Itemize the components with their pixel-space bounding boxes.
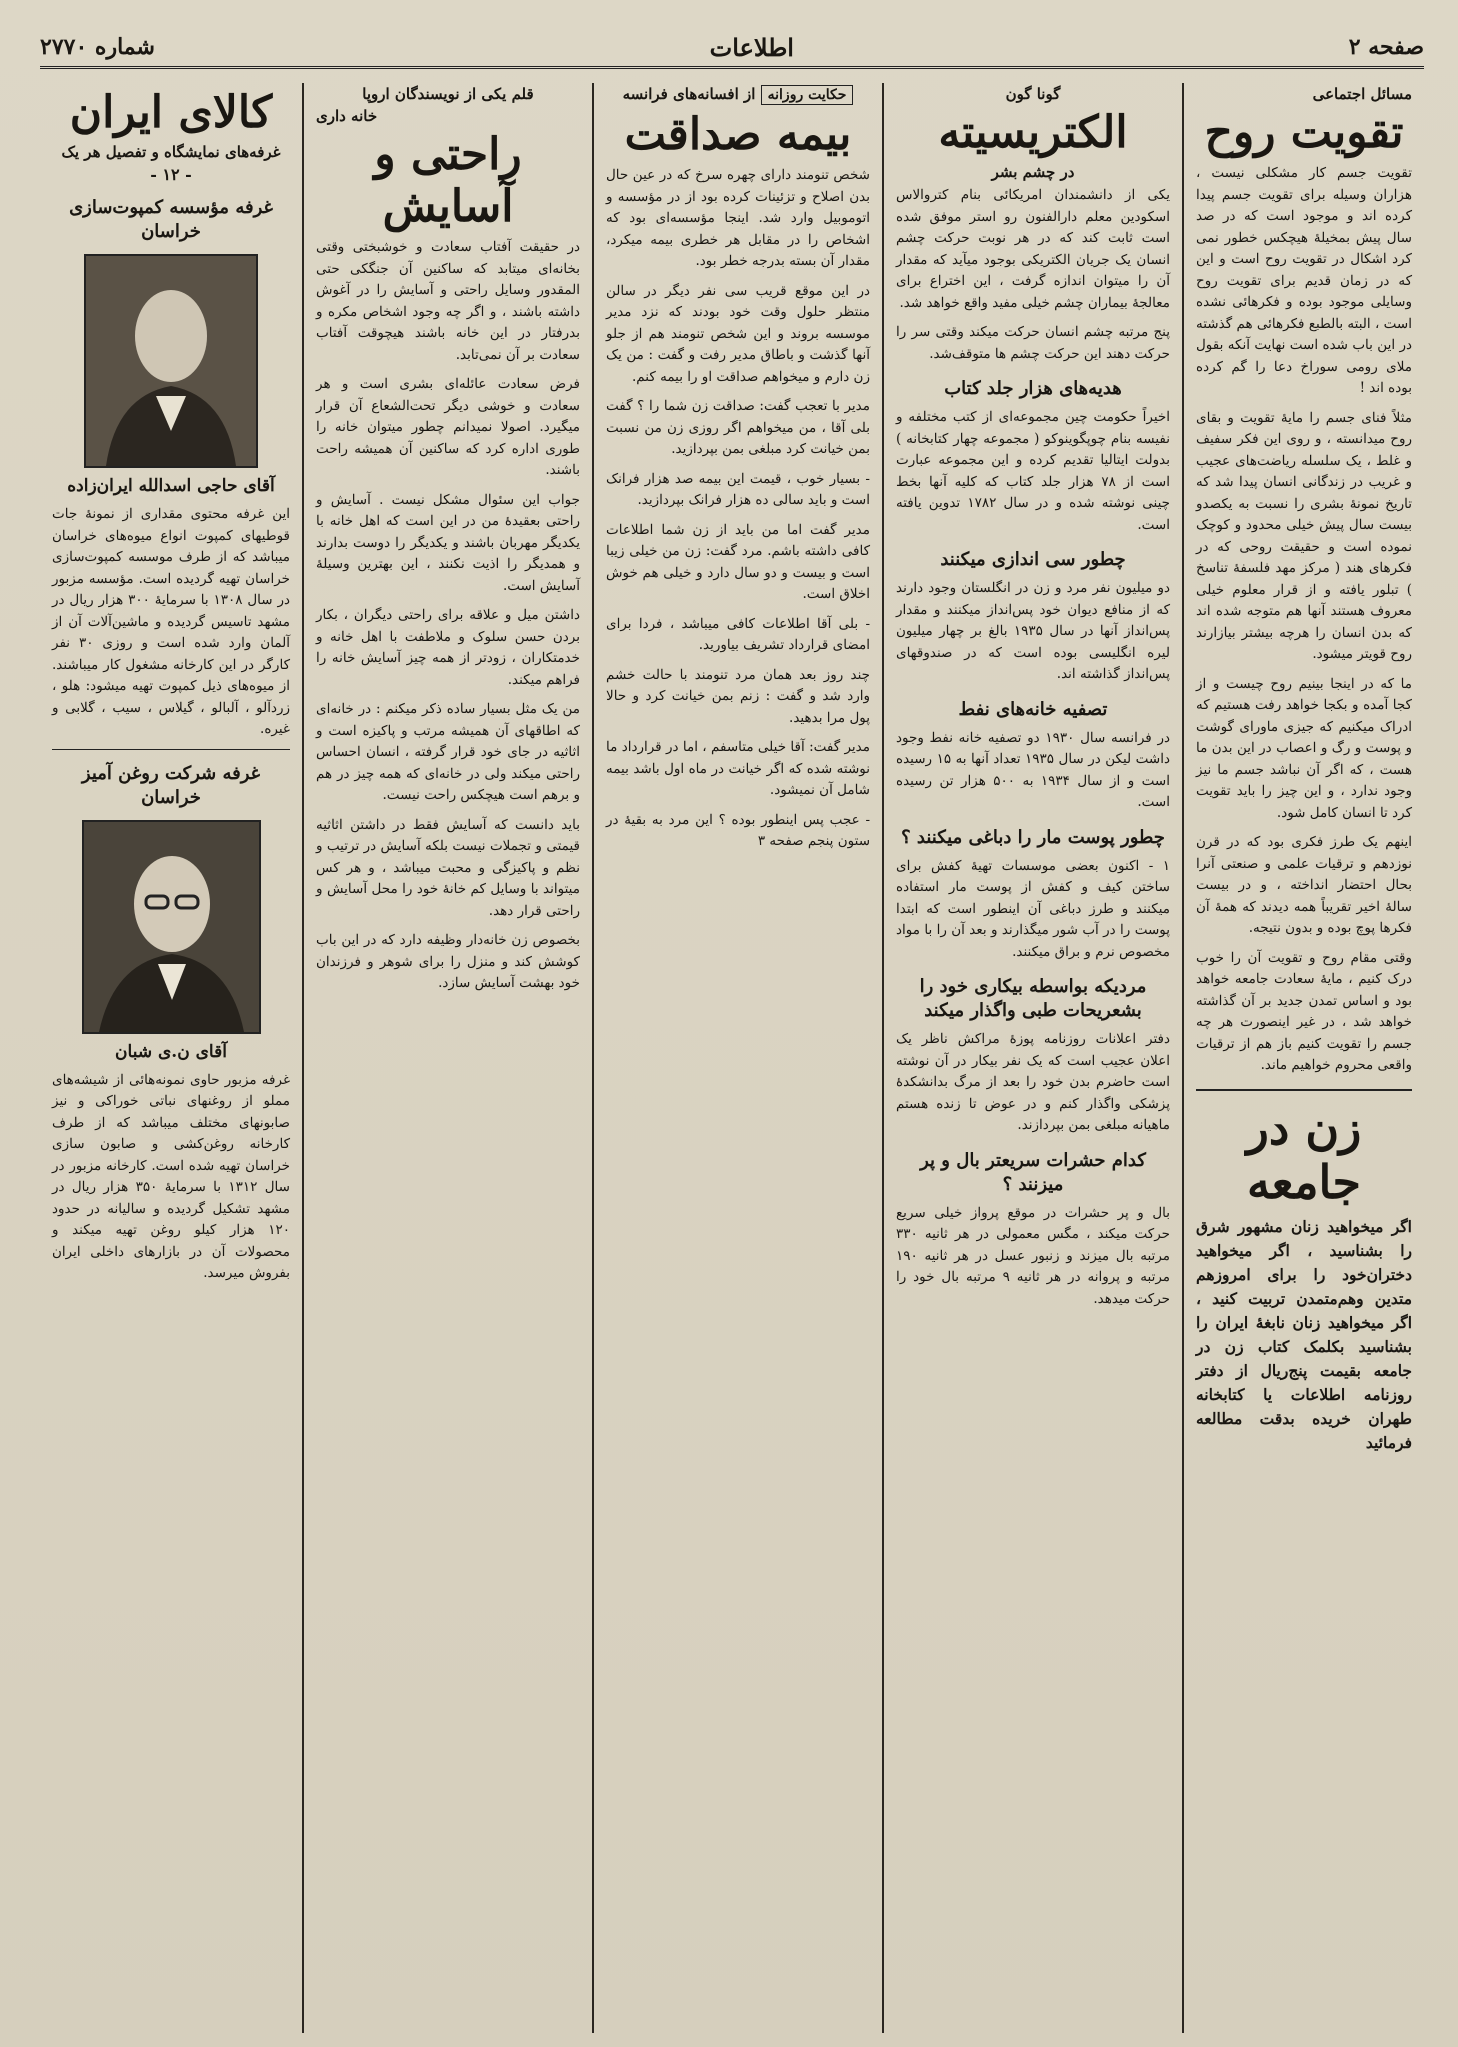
paragraph: وقتی مقام روح و تقویت آن را خوب درک کنیم ، مایهٔ سعادت جامعه خواهد بود و اساس تمدن جدید بر آن گذاشته خواهد شد ، در غیر اینصورت هر چه جسم را تقویت کنیم باز هم از ترقیات واقعی محروم خواهیم ماند. (1196, 949, 1412, 1073)
paragraph: مثلاً فنای جسم را مایهٔ تقویت و بقای روح میدانسته ، و روی این فکر سفیف و غلط ، یک سلسله ریاضت‌های عجیب و غریب در زندگانی انسان پیدا شد که تاریخ نمونهٔ بشری را نسبت به یکصدو بیست سال پیش خیلی محدود و کوچک نموده است و حقیقت روحی که در فکرهای هند ( مرکز مهد فلسفهٔ تناسخ ) تبلور یافته و از قرار معلوم خیلی معروف هستند آنها هم متوجه شده اند که بدن انسان را هرچه بیشتر بیازارند روح قویتر میشود. (1196, 409, 1412, 662)
paragraph: شخص تنومند دارای چهره سرخ که در عین حال بدن اصلاح و تزئینات کرده بود از در مؤسسه و اتوموبیل وارد شد. اینجا مؤسسه‌ای بود که اشخاص را در مقابل هر خطری بیمه میکرد، مقدار آن بسته بدرجه خطر بود. (606, 167, 870, 269)
paragraph: دفتر اعلانات روزنامه پوزهٔ مراکش ناظر یک اعلان عجیب است که یک نفر بیکار در آن نوشته است حاضرم بدن خود را بعد از مرگ بدانشکدهٔ پزشکی واگذار کنم و در عوض تا زنده هستم ماهیانه مبلغی بمن بپردازند. (896, 1031, 1170, 1133)
column-electricity (882, 83, 1182, 2033)
paragraph: دو میلیون نفر مرد و زن در انگلستان وجود دارند که از منافع دیوان خود پس‌انداز میکنند و مقدار پس‌انداز آنها در سال ۱۹۳۵ بالغ بر چهار میلیون لیره انگلیسی بوده است که در صندوقهای پس‌انداز گذاشته اند. (896, 580, 1170, 682)
rubric-french-tales (606, 85, 870, 105)
paragraph: بال و پر حشرات در موقع پرواز خیلی سریع حرکت میکند ، مگس معمولی در هر ثانیه ۳۳۰ مرتبه بال میزند و زنبور عسل در هر ثانیه ۱۹۰ مرتبه و پروانه در هر ثانیه ۹ مرتبه بال خود را حرکت میدهد. (896, 1204, 1171, 1307)
headline-comfort: راحتی و آسایش (374, 129, 522, 232)
paper-name: اطلاعات (709, 32, 794, 62)
installment-number: - ۱۲ - (150, 165, 192, 184)
paragraph: اینهم یک طرز فکری بود که در قرن نوزدهم و ترقیات علمی و صنعتی آنرا بحال احتضار انداخته ، و در بیست سالهٔ اخیر تقریباً همه دیدند که همهٔ آن فکرها پوچ بوده و بدون نتیجه. (1196, 834, 1412, 936)
paragraph: چند روز بعد همان مرد تنومند با حالت خشم وارد شد و گفت : زنم بمن خیانت کرد و حالا پول مرا بدهید. (606, 666, 870, 726)
paragraph: من یک مثل بسیار ساده ذکر میکنم : در خانه‌ای که اطاقهای آن همیشه مرتب و پاکیزه است و اثاثیه در جای خود قرار گرفته ، انسان احساس راحتی میکند ولی در خانه‌ای که همه چیز در هم و برهم است هیچکس راحت نیست. (316, 701, 580, 803)
section-title: غرفه مؤسسه کمپوت‌سازی خراسان (69, 197, 273, 242)
rubric-social: مسائل اجتماعی (1312, 85, 1412, 103)
portrait-caption: آقای ن.ی شبان (115, 1041, 227, 1062)
section-title: چطور سی اندازی میکنند (940, 549, 1126, 570)
paragraph: بخصوص زن خانه‌دار وظیفه دارد که در این باب کوشش کند و منزل را برای شوهر و فرزندان خود بهشت آسایش سازد. (316, 932, 580, 991)
column-strengthen-spirit (1182, 83, 1424, 2033)
column-comfort (302, 83, 592, 2033)
headline-strengthen-spirit: تقویت روح (1204, 107, 1404, 158)
rubric-author: قلم یکی از نویسندگان اروپا (362, 85, 534, 103)
rubric-daily-story: حکایت روزانه (761, 85, 854, 105)
rubric-miscellany: گونا گون (1005, 85, 1061, 103)
divider (52, 749, 290, 750)
columns (40, 83, 1424, 2033)
ad-woman-in-society-title: زن در جامعه (1196, 1089, 1412, 1209)
headline-electricity: الکتریسیته (938, 107, 1128, 158)
paragraph: در فرانسه سال ۱۹۳۰ دو تصفیه خانه نفط وجود داشت لیکن در سال ۱۹۳۵ تعداد آنها به ۱۵ رسیده است و از سال ۱۹۳۴ به ۵۰۰ هزار تن رسیده است. (896, 729, 1170, 810)
paragraph: این غرفه محتوی مقداری از نمونهٔ جات قوطیهای کمپوت انواع میوه‌های خراسان میباشد که از طرف موسسه کمپوت‌سازی خراسان تهیه گردیده است. مؤسسه مزبور در سال ۱۳۰۸ با سرمایهٔ ۳۰۰ هزار ریال در مشهد تاسیس گردیده و ماشین‌آلات آن از آلمان وارد شده است و روزی ۳۰ نفر کارگر در این کارخانه مشغول کار میباشند. از میوه‌های ذیل کمپوت تهیه میشود: هلو ، زردآلو ، آلبالو ، گیلاس ، سیب ، گلابی و غیره. (52, 506, 290, 737)
issue-number: شماره ۲۷۷۰ (40, 34, 155, 60)
paragraph: تقویت جسم کار مشکلی نیست ، هزاران وسیله برای تقویت جسم پیدا کرده اند و موجود است که در صد سال پیش بمخیلهٔ هیچکس خطور نمی کرد اشکال در تقویت روح است و این که در زمان قدیم برای تقویت روح وسایلی موجود بوده و فکرهائی نشده است ، البته بالطبع فکرهائی هم گذشته در این باب شده است نهایت آنکه بقول ملای رومی سوراخ دعا را گم کرده بوده اند ! (1196, 165, 1412, 396)
paragraph: ۱ - اکنون بعضی موسسات تهیهٔ کفش برای ساختن کیف و کفش از پوست مار استفاده میکنند و طرز دباغی آن اینطور است که ابتدا پوست را در آب شور میگذارند و بعد آن را با مواد مخصوص نرم و براق میکنند. (896, 857, 1170, 960)
section-title: مردیکه بواسطه بیکاری خود را بشعریحات طبی واگذار میکند (919, 976, 1147, 1021)
portrait-photo (84, 254, 258, 468)
paragraph: - عجب پس اینطور بوده ؟ این مرد به بقیهٔ در ستون پنجم صفحه ۳ (606, 811, 870, 849)
page-number: صفحه ۲ (1348, 34, 1424, 60)
portrait-silhouette-icon (84, 822, 259, 1032)
paragraph: مدیر گفت: آقا خیلی متاسفم ، اما در قرارداد ما نوشته شده که اگر خیانت در ماه اول باشد بیمه شامل آن نمیشود. (606, 739, 870, 798)
paragraph: ما که در اینجا بینیم روح چیست و از کجا آمده و بکجا خواهد رفت هستیم که ادراک میکنیم که جیزی ماورای گوشت و پوست و رگ و اعصاب در این بدن ما هست ، که اگر آن نباشد جسم ما نیز وجود ندارد ، و این چیز را باید تقویت کرد تا انسان کامل شود. (1196, 675, 1412, 821)
section-title: غرفه شرکت روغن آمیز خراسان (81, 762, 261, 808)
ad-woman-in-society-text: اگر میخواهید زنان مشهور شرق را بشناسید ، اگر میخواهید دختران‌خود را برای امروزهم متدین وهم‌متمدن تربیت کنید ، اگر میخواهید زنان نابغهٔ ایران را بشناسید بکلمک کتاب زن در جامعه بقیمت پنج‌ریال از دفتر روزنامه اطلاعات یا کتابخانه طهران خریده بدقت مطالعه فرمائید (1196, 1216, 1412, 1452)
paragraph: پنج مرتبه چشم انسان حرکت میکند وقتی سر را حرکت دهند این حرکت چشم ها متوقف‌شد. (896, 324, 1170, 362)
paragraph: - بلی آقا اطلاعات کافی میباشد ، فردا برای امضای قرارداد تشریف بیاورید. (606, 615, 870, 653)
paragraph: در این موقع قریب سی نفر دیگر در سالن منتظر حلول وقت خود بودند که نزد مدیر موسسه بروند و این شخص تنومند هم از جلو آنها گذشت و باطاق مدیر رفت و گفت : من یک زن دارم و میخواهم صداقت او را بیمه کنم. (606, 282, 870, 385)
paragraph: یکی از دانشمندان امریکائی بنام کتروالاس اسکودین معلم دارالفنون رو استر موفق شده است ثابت کند که در هر نوبت حرکت چشم انسان یک جریان الکتریکی بوجود میآید که مقدار آن را میتوان اندازه گرفت ، این اختراع برای معالجهٔ بیماران چشم خیلی مفید واقع خواهد شد. (896, 187, 1170, 311)
section-title: چطور پوست مار را دباغی میکنند ؟ (901, 826, 1165, 848)
subhead-exhibition-booths: غرفه‌های نمایشگاه و تفصیل هر یک (61, 143, 281, 161)
paragraph: غرفه مزبور حاوی نمونه‌هائی از شیشه‌های مملو از روغنهای نباتی خوراکی و نیز صابونهای مختلف میباشد که از طرف کارخانه روغن‌کشی و صابون سازی خراسان تهیه شده است. کارخانه مزبور در سال ۱۳۱۲ با سرمایهٔ ۳۵۰ هزار ریال در مشهد تشکیل گردیده و سالیانه در حدود ۱۲۰ هزار کیلو روغن تهیه میکند و محصولات آن در بازارهای داخلی ایران بفروش میرسد. (52, 1071, 290, 1281)
paragraph: داشتن میل و علاقه برای راحتی دیگران ، بکار بردن حسن سلوک و ملاطفت با اهل خانه و خدمتکاران ، زودتر از همه چیز آسایش خانه را فراهم میکند. (316, 607, 580, 688)
kicker-housekeeping: خانه داری (316, 107, 378, 125)
column-iranian-goods (40, 83, 302, 2033)
paragraph: اخیراً حکومت چین مجموعه‌ای از کتب مختلفه و نفیسه بنام چوپگوینوکو ( مجموعه چهار کتابخانه ) بدولت ایتالیا تقدیم کرده و این مجموعه عبارت است از ۷۸ هزار جلد کتاب که کلیه آنها بخط چینی نوشته شده و در سال ۱۷۸۲ تدوین یافته است. (896, 409, 1170, 533)
paragraph: فرض سعادت عائله‌ای بشری است و هر سعادت و خوشی دیگر تحت‌الشعاع آن قرار میگیرد. اصولا نمیدانم چطور میتوان خانه را طوری اداره کرد که ساکنین آن همیشه راحت باشند. (316, 376, 580, 478)
portrait-photo (82, 820, 261, 1034)
headline-iranian-goods: کالای ایران (69, 87, 273, 138)
paragraph: باید دانست که آسایش فقط در داشتن اثاثیه قیمتی و تجملات نیست بلکه آسایش در ترتیب و نظم و پاکیزگی و محبت میباشد ، و هر کس میتواند با وسایل کم خانهٔ خود را محل آسایش و راحتی قرار دهد. (316, 816, 580, 919)
section-title: تصفیه خانه‌های نفط (958, 698, 1108, 720)
headline-honesty-insurance: بیمه صداقت (624, 109, 852, 160)
masthead (40, 28, 1424, 69)
portrait-silhouette-icon (86, 256, 256, 466)
paragraph: در حقیقت آفتاب سعادت و خوشبختی وقتی بخانه‌ای میتابد که ساکنین آن جنگکی حتی المقدور وسایل راحتی و آسایش را در آغوش داشته باشند ، و اگر چه وجود اشخاص مکره و بدرفتار در این خانه باشند هیچوقت آفتاب سعادت بر آن نمی‌تابد. (316, 239, 580, 363)
paragraph: - بسیار خوب ، قیمت این بیمه صد هزار فرانک است و باید سالی ده هزار فرانک بپردازید. (606, 470, 870, 508)
section-title: هدیه‌های هزار جلد کتاب (944, 378, 1122, 399)
column-honesty-insurance (592, 83, 882, 2033)
paragraph: جواب این سئوال مشکل نیست . آسایش و راحتی بعقیدهٔ من در این است که اهل خانه با یکدیگر مهربان باشند و یکدیگر را دوست بدارند و همدیگر را اذیت نکنند ، این بهترین وسیلهٔ آسایش است. (316, 491, 580, 594)
portrait-caption: آقای حاجی اسدالله‌ ایران‌زاده (67, 476, 275, 496)
paragraph: مدیر با تعجب گفت: صداقت زن شما را ؟ گفت بلی آقا ، من میخواهم اگر روزی زن من نسبت بمن خیانت کرد مبلغی بمن بپردازید. (606, 398, 870, 457)
section-title: کدام حشرات سریعتر بال و پر میزنند ؟ (920, 1149, 1146, 1195)
paragraph: مدیر گفت اما من باید از زن شما اطلاعات کافی داشته باشم. مرد گفت: زن من خیلی زیبا است و بیست و دو سال دارد و خیلی هم خوش اخلاق است. (606, 521, 870, 602)
subhead-electricity: در چشم بشر (991, 163, 1075, 181)
rubric-origin: از افسانه‌های فرانسه (622, 85, 756, 103)
